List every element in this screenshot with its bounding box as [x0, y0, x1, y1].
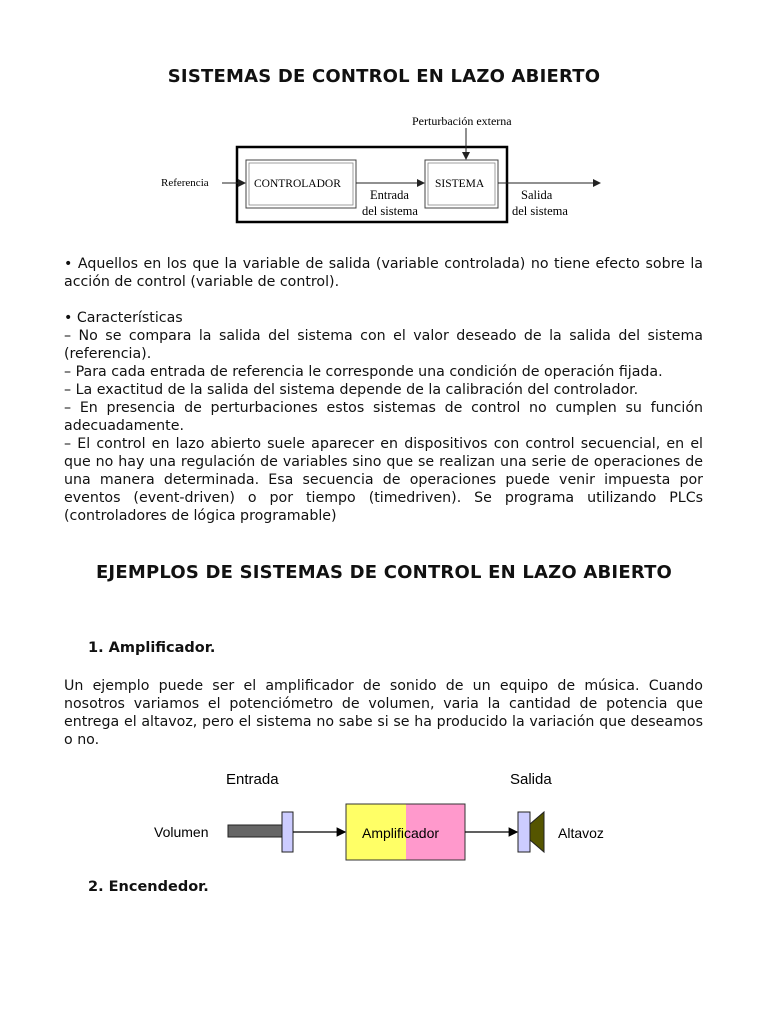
characteristic-item: – La exactitud de la salida del sistema depende de la calibración del controlador.: [64, 382, 639, 398]
reference-label: Referencia: [161, 177, 209, 189]
system-label: SISTEMA: [435, 178, 485, 190]
amplifier-diagram: [148, 762, 618, 872]
intro-text: • Aquellos en los que la variable de salida (variable controlada) no tiene efecto sobre la acción de control (variable de control).: [64, 256, 703, 290]
perturbation-label: Perturbación externa: [412, 114, 512, 128]
speaker-body: [518, 812, 530, 852]
section-title-examples: EJEMPLOS DE SISTEMAS DE CONTROL EN LAZO ABIERTO: [95, 562, 673, 583]
output-label: Salida: [510, 771, 552, 788]
volume-knob: [282, 812, 293, 852]
speaker-cone-icon: [530, 812, 544, 852]
speaker-label: Altavoz: [558, 825, 604, 841]
characteristic-item: – No se compara la salida del sistema con el valor deseado de la salida del sistema (referencia).: [64, 328, 703, 362]
controller-label: CONTROLADOR: [254, 178, 341, 190]
page-title: SISTEMAS DE CONTROL EN LAZO ABIERTO: [167, 66, 601, 87]
open-loop-block-diagram: [150, 108, 620, 228]
volume-knob-shaft: [228, 825, 282, 837]
example-1-heading: 1. Amplificador.: [88, 640, 216, 656]
example-1-paragraph: [64, 677, 703, 749]
input-label-2: del sistema: [362, 204, 418, 218]
characteristic-item: – En presencia de perturbaciones estos sistemas de control no cumplen su función adecuadamente.: [64, 400, 703, 434]
characteristics-section: [64, 309, 703, 525]
output-label-2: del sistema: [512, 204, 568, 218]
output-label-1: Salida: [521, 188, 553, 202]
example-1-text: Un ejemplo puede ser el amplificador de sonido de un equipo de música. Cuando nosotros variamos el potenciómetro de volumen, varia la cantidad de potencia que entrega el altavoz, pero el sistema no sabe si se ha producido la variación que deseamos o no.: [64, 678, 703, 748]
amplifier-label: Amplificador: [362, 825, 440, 841]
characteristic-item: – Para cada entrada de referencia le corresponde una condición de operación fijada.: [64, 364, 663, 380]
characteristics-heading: • Características: [64, 310, 183, 326]
characteristic-item: – El control en lazo abierto suele aparecer en dispositivos con control secuencial, en el que no hay una regulación de variables sino que se realizan una serie de operaciones de una manera determinada. Esa secuencia de operaciones puede venir impuesta por eventos (event-driven) o por tiempo (timedriven). Se programa utilizando PLCs (controladores de lógica programable): [64, 436, 703, 524]
volume-label: Volumen: [154, 824, 209, 840]
intro-paragraph: [64, 255, 703, 291]
input-label-1: Entrada: [370, 188, 409, 202]
input-label: Entrada: [226, 771, 279, 788]
example-2-heading: 2. Encendedor.: [88, 879, 209, 895]
